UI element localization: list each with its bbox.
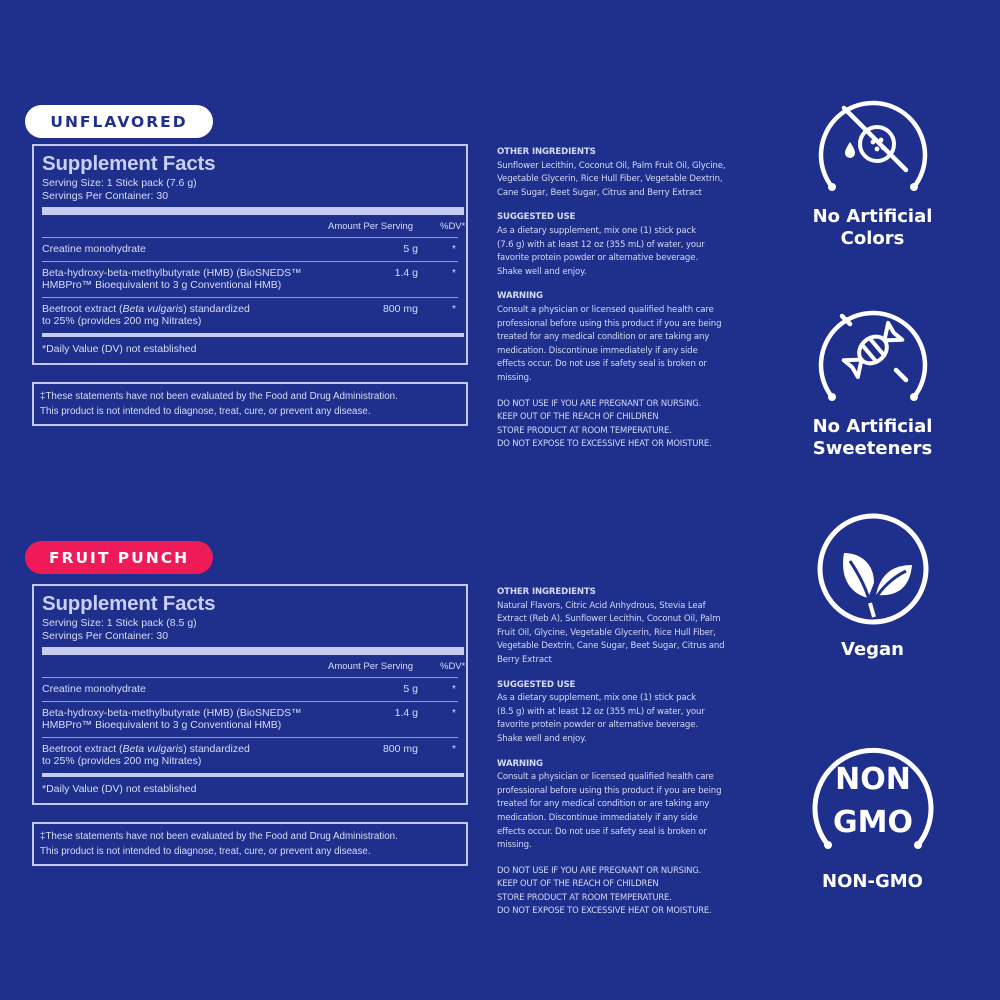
facts-row [42, 238, 458, 261]
facts-row [42, 738, 458, 773]
suggested-use-heading: SUGGESTED USE [497, 679, 576, 690]
supplement-facts-panel [32, 584, 468, 805]
servings-per-container: Servings Per Container: 30 [42, 630, 169, 642]
ingredient-name [42, 707, 342, 731]
facts-footnote: *Daily Value (DV) not established [42, 783, 197, 795]
badge-label: No Artificial Sweeteners [812, 416, 933, 459]
facts-footnote: *Daily Value (DV) not established [42, 343, 197, 355]
ingredient-amount: 800 mg [382, 303, 418, 315]
facts-row [42, 678, 458, 701]
serving-size: Serving Size: 1 Stick pack (7.6 g) [42, 177, 197, 189]
disclaimer-line: ‡These statements have not been evaluated by the Food and Drug Administration. [40, 831, 398, 842]
non-gmo-icon [808, 747, 938, 857]
servings-per-container: Servings Per Container: 30 [42, 190, 169, 202]
ingredient-dv: * [451, 267, 456, 279]
ingredient-name-line: HMBPro™ Bioequivalent to 3 g Conventional HMB) [42, 719, 282, 731]
ingredient-dv: * [451, 707, 456, 719]
ingredient-dv: * [451, 243, 456, 255]
product-info [497, 146, 762, 462]
ingredient-amount: 800 mg [382, 743, 418, 755]
badge-no-artificial-colors [800, 82, 945, 250]
ingredient-name-line: HMBPro™ Bioequivalent to 3 g Conventional HMB) [42, 279, 282, 291]
supplement-facts-panel [32, 144, 468, 365]
amount-per-serving-heading: Amount Per Serving [328, 661, 414, 672]
badge-vegan [800, 513, 945, 661]
other-ingredients-text: Sunflower Lecithin, Coconut Oil, Palm Fruit Oil, Glycine, Vegetable Glycerin, Rice Hull Fiber, Vegetable Dextrin, Cane Sugar, Beet Sugar, Citrus and Berry Extract [497, 160, 726, 198]
facts-row [42, 298, 458, 333]
ingredient-dv: * [451, 743, 456, 755]
ingredient-dv: * [451, 303, 456, 315]
warning-heading: WARNING [497, 758, 543, 769]
fda-disclaimer [32, 822, 468, 866]
flavor-badge-fruit-punch: FRUIT PUNCH [25, 541, 213, 574]
other-ingredients-text: Natural Flavors, Citric Acid Anhydrous, Stevia Leaf Extract (Reb A), Sunflower Lecithin, Coconut Oil, Palm Fruit Oil, Glycine, Vegetable Glycerin, Rice Hull Fiber, Vegetable Dextrin, Cane Sugar, Beet Sugar, Citrus and Berry Extract [497, 600, 725, 665]
candy-icon [810, 292, 936, 410]
warning-text: Consult a physician or licensed qualified health care professional before using this product if you are being treated for any medical condition or are taking any medication. Discontinue immediately if any side effects occur. Do not use if safety seal is broken or missing. [497, 772, 722, 851]
disclaimer-line: This product is not intended to diagnose, treat, cure, or prevent any disease. [40, 846, 371, 857]
ingredient-name: Creatine monohydrate [42, 683, 146, 695]
ingredient-amount: 5 g [403, 243, 418, 255]
facts-title: Supplement Facts [42, 152, 216, 175]
ingredient-name: Creatine monohydrate [42, 243, 146, 255]
badge-label: No Artificial Colors [812, 206, 933, 249]
daily-value-heading: %DV* [440, 221, 466, 232]
badge-no-artificial-sweeteners [800, 292, 945, 460]
ingredient-name-line: Beetroot extract (Beta vulgaris) standardized [42, 743, 250, 755]
ingredient-amount: 5 g [403, 683, 418, 695]
disclaimer-line: This product is not intended to diagnose, treat, cure, or prevent any disease. [40, 406, 371, 417]
thick-divider [42, 207, 464, 215]
ingredient-name-line: to 25% (provides 200 mg Nitrates) [42, 755, 202, 767]
suggested-use-text: As a dietary supplement, mix one (1) stick pack (7.6 g) with at least 12 oz (355 mL) of water, your favorite protein powder or alternative beverage. Shake well and enjoy. [497, 225, 705, 277]
daily-value-heading: %DV* [440, 661, 466, 672]
ingredient-name-line: to 25% (provides 200 mg Nitrates) [42, 315, 202, 327]
caution-text: DO NOT USE IF YOU ARE PREGNANT OR NURSING. KEEP OUT OF THE REACH OF CHILDREN STORE PRODUCT AT ROOM TEMPERATURE. DO NOT EXPOSE TO EXCESSIVE HEAT OR MOISTURE. [497, 397, 712, 449]
other-ingredients-heading: OTHER INGREDIENTS [497, 147, 596, 157]
badge-label: Vegan [841, 639, 904, 660]
ingredient-name-line: Beta-hydroxy-beta-methylbutyrate (HMB) (BioSNEDS™ [42, 267, 302, 279]
facts-row [42, 262, 458, 297]
ingredient-name-line: Beta-hydroxy-beta-methylbutyrate (HMB) (BioSNEDS™ [42, 707, 302, 719]
other-ingredients-heading: OTHER INGREDIENTS [497, 587, 596, 597]
ingredient-dv: * [451, 683, 456, 695]
ingredient-amount: 1.4 g [394, 267, 418, 279]
ingredient-name [42, 303, 342, 327]
facts-title: Supplement Facts [42, 592, 216, 615]
warning-text: Consult a physician or licensed qualified health care professional before using this product if you are being treated for any medical condition or are taking any medication. Discontinue immediately if any side effects occur. Do not use if safety seal is broken or missing. [497, 304, 722, 383]
caution-text: DO NOT USE IF YOU ARE PREGNANT OR NURSING. KEEP OUT OF THE REACH OF CHILDREN STORE PRODUCT AT ROOM TEMPERATURE. DO NOT EXPOSE TO EXCESSIVE HEAT OR MOISTURE. [497, 864, 712, 916]
product-info [497, 586, 762, 929]
ingredient-name [42, 267, 342, 291]
facts-column-header [42, 215, 466, 237]
facts-row [42, 702, 458, 737]
facts-column-header [42, 655, 466, 677]
ingredient-name [42, 743, 342, 767]
non-gmo-icon-text: NON [834, 762, 911, 797]
badge-label: NON-GMO [822, 871, 923, 892]
thick-divider [42, 647, 464, 655]
serving-size: Serving Size: 1 Stick pack (8.5 g) [42, 617, 197, 629]
fda-disclaimer [32, 382, 468, 426]
amount-per-serving-heading: Amount Per Serving [328, 221, 414, 232]
flavor-badge-unflavored: UNFLAVORED [25, 105, 213, 138]
non-gmo-icon-text: GMO [832, 805, 913, 840]
warning-heading: WARNING [497, 291, 543, 302]
suggested-use-text: As a dietary supplement, mix one (1) stick pack (8.5 g) with at least 12 oz (355 mL) of water, your favorite protein powder or alternative beverage. Shake well and enjoy. [497, 693, 705, 744]
ingredient-name-line: Beetroot extract (Beta vulgaris) standardized [42, 303, 250, 315]
ingredient-amount: 1.4 g [394, 707, 418, 719]
badge-non-gmo [800, 747, 945, 893]
no-artificial-colors-icon [810, 82, 936, 200]
disclaimer-line: ‡These statements have not been evaluated by the Food and Drug Administration. [40, 391, 398, 402]
leaf-icon [808, 513, 938, 627]
suggested-use-heading: SUGGESTED USE [497, 212, 576, 223]
